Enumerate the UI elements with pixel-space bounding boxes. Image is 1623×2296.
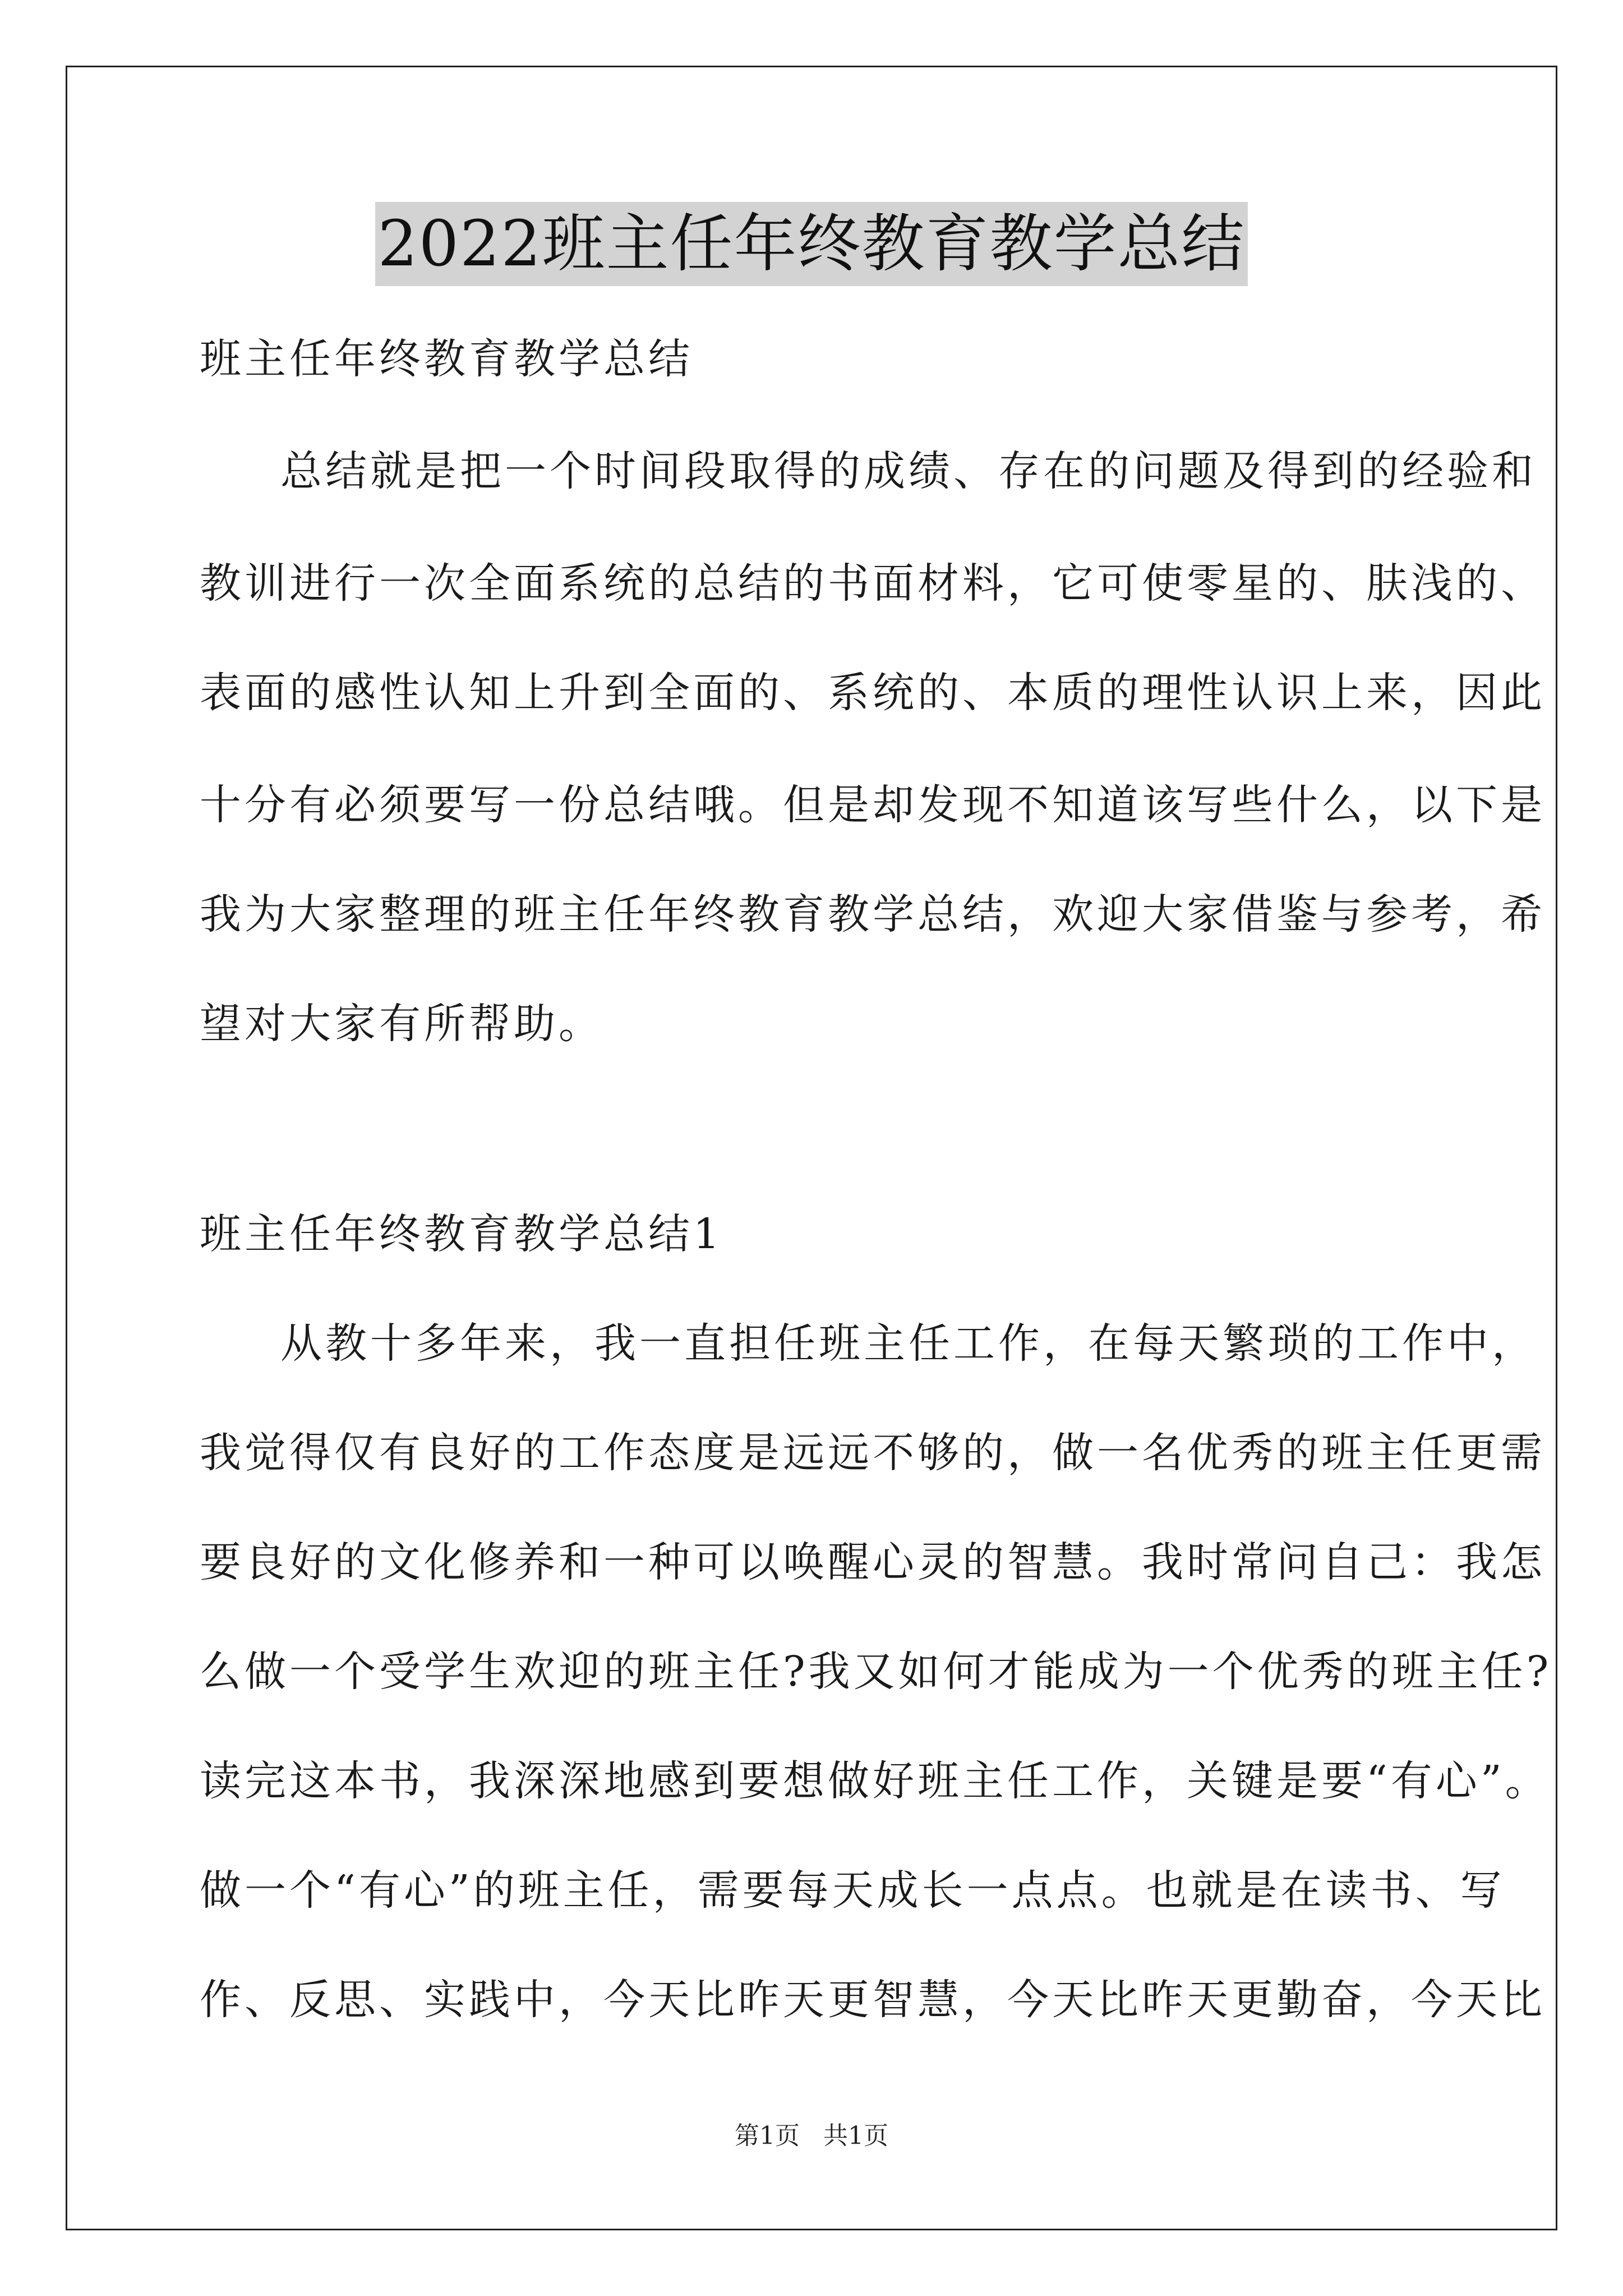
intro-heading: 班主任年终教育教学总结	[200, 335, 693, 383]
body-paragraph-line: 要良好的文化修养和一种可以唤醒心灵的智慧。我时常问自己：我怎	[200, 1538, 1546, 1586]
body-paragraph-line: 从教十多年来，我一直担任班主任工作，在每天繁琐的工作中，	[280, 1319, 1537, 1368]
title-container	[0, 202, 1623, 286]
section-heading: 班主任年终教育教学总结1	[200, 1210, 723, 1258]
intro-paragraph-line: 十分有必须要写一份总结哦。但是却发现不知道该写些什么，以下是	[200, 781, 1546, 829]
intro-paragraph-line: 表面的感性认知上升到全面的、系统的、本质的理性认识上来，因此	[200, 669, 1546, 717]
intro-paragraph-line: 总结就是把一个时间段取得的成绩、存在的问题及得到的经验和	[280, 447, 1537, 495]
intro-paragraph-line: 我为大家整理的班主任年终教育教学总结，欢迎大家借鉴与参考，希	[200, 890, 1546, 938]
intro-paragraph-line: 教训进行一次全面系统的总结的书面材料，它可使零星的、肤浅的、	[200, 559, 1546, 608]
document-title: 2022班主任年终教育教学总结	[375, 202, 1247, 286]
body-paragraph-line: 么做一个受学生欢迎的班主任?我又如何才能成为一个优秀的班主任?	[200, 1648, 1552, 1696]
intro-paragraph-line: 望对大家有所帮助。	[200, 1000, 603, 1048]
body-paragraph-line: 做一个“有心”的班主任，需要每天成长一点点。也就是在读书、写	[200, 1866, 1505, 1915]
body-paragraph-line: 读完这本书，我深深地感到要想做好班主任工作，关键是要“有心”。	[200, 1757, 1550, 1805]
body-paragraph-line: 作、反思、实践中，今天比昨天更智慧，今天比昨天更勤奋，今天比	[200, 1976, 1546, 2024]
page-number-footer: 第1页 共1页	[735, 2122, 888, 2150]
body-paragraph-line: 我觉得仅有良好的工作态度是远远不够的，做一名优秀的班主任更需	[200, 1429, 1546, 1477]
